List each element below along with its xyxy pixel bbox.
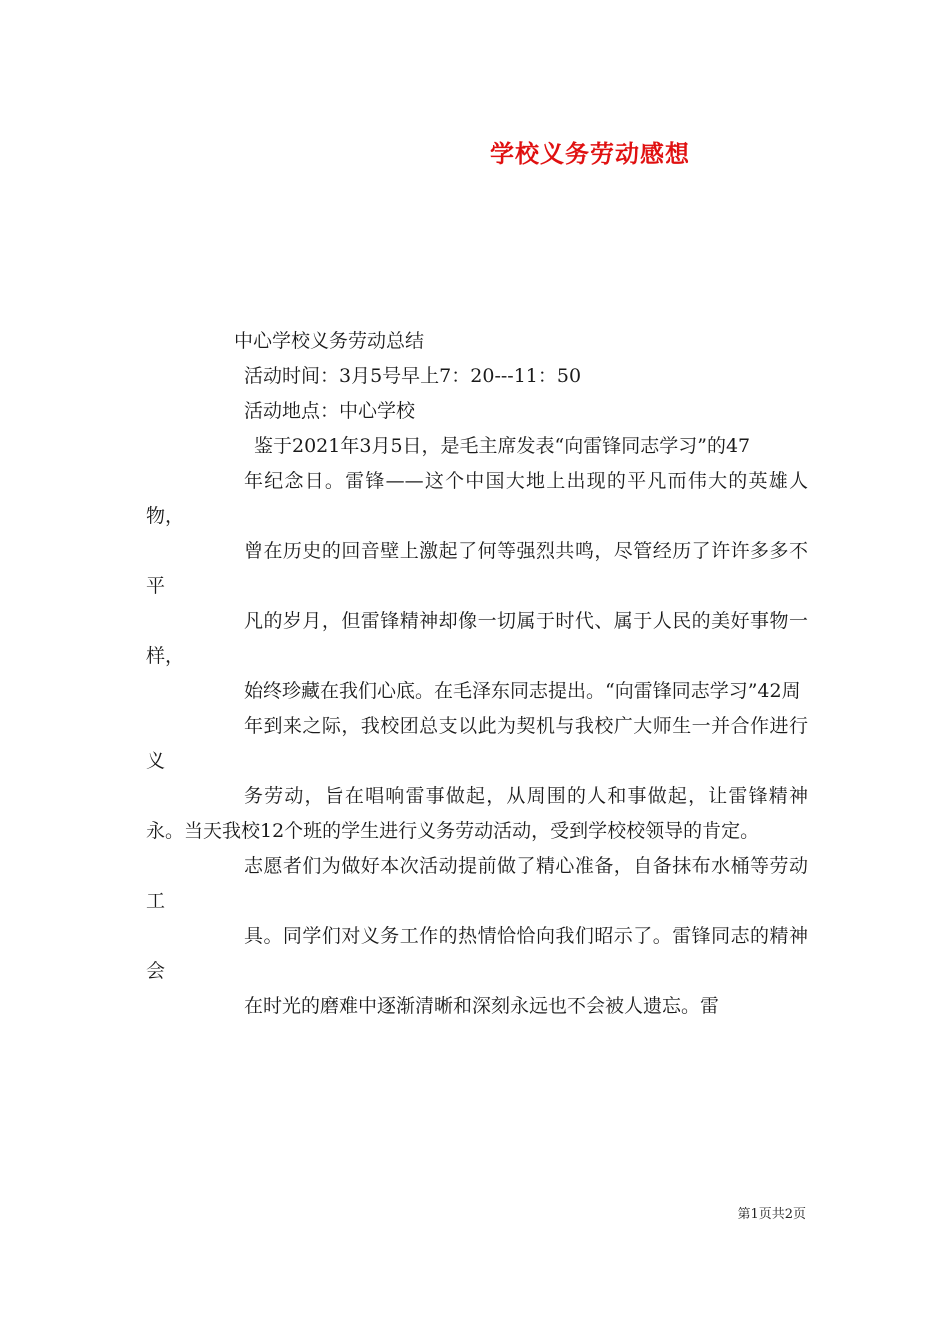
activity-time: 活动时间：3月5号早上7：20---11：50 [244, 365, 582, 387]
page-number: 第1页共2页 [737, 1207, 806, 1222]
paragraph: 凡的岁月，但雷锋精神却像一切属于时代、属于人民的美好事物一样， [146, 610, 808, 667]
paragraph: 年到来之际，我校团总支以此为契机与我校广大师生一并合作进行义 [146, 715, 808, 772]
paragraph: 年纪念日。雷锋——这个中国大地上出现的平凡而伟大的英雄人物， [146, 470, 808, 527]
summary-heading: 中心学校义务劳动总结 [234, 330, 425, 352]
paragraph: 始终珍藏在我们心底。在毛泽东同志提出。“向雷锋同志学习”42周 [244, 680, 801, 702]
paragraph: 鉴于2021年3月5日，是毛主席发表“向雷锋同志学习”的47 [254, 435, 751, 457]
paragraph: 志愿者们为做好本次活动提前做了精心准备，自备抹布水桶等劳动工 [146, 855, 808, 912]
document-title: 学校义务劳动感想 [490, 139, 690, 168]
paragraph: 具。同学们对义务工作的热情恰恰向我们昭示了。雷锋同志的精神会 [146, 925, 808, 982]
paragraph: 务劳动，旨在唱响雷事做起，从周围的人和事做起，让雷锋精神永。当天我校12个班的学生进行义务劳动活动，受到学校校领导的肯定。 [146, 785, 808, 842]
activity-place: 活动地点：中心学校 [244, 400, 416, 422]
paragraph: 在时光的磨难中逐渐清晰和深刻永远也不会被人遗忘。雷 [244, 995, 720, 1017]
document-body [146, 324, 808, 1024]
paragraph: 曾在历史的回音壁上激起了何等强烈共鸣，尽管经历了许许多多不平 [146, 540, 808, 597]
